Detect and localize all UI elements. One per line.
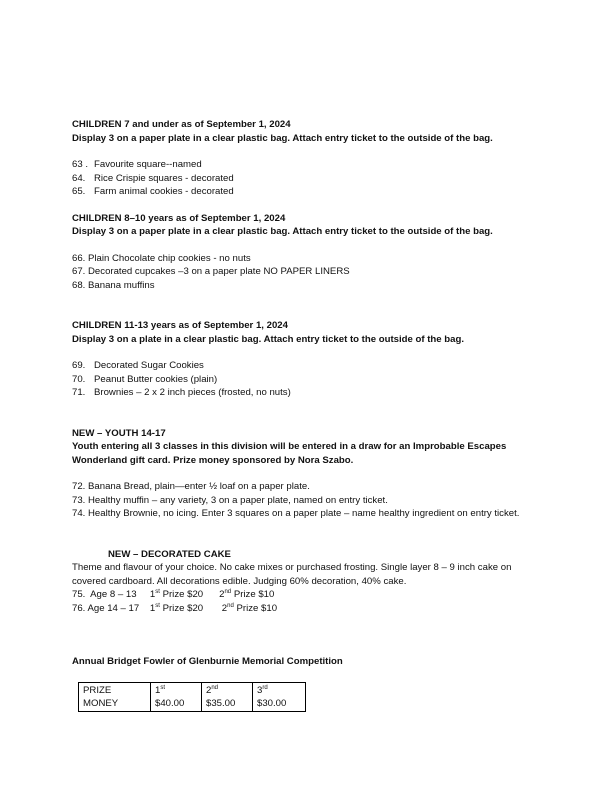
list-item: 65. Farm animal cookies - decorated bbox=[72, 186, 234, 197]
table-cell: 2nd $35.00 bbox=[202, 682, 253, 711]
list-item: 71. Brownies – 2 x 2 inch pieces (frosted, no nuts) bbox=[72, 387, 291, 398]
list-item: 76. Age 14 – 17 1st Prize $20 2nd Prize $10 bbox=[72, 602, 278, 614]
list-item: 75. Age 8 – 13 1st Prize $20 2nd Prize $10 bbox=[72, 588, 275, 600]
list-item: 70. Peanut Butter cookies (plain) bbox=[72, 373, 218, 385]
section-instructions-children-11-13: Display 3 on a plate in a clear plastic bag. Attach entry ticket to the outside of the bag. bbox=[72, 333, 465, 345]
document-page bbox=[72, 118, 542, 712]
section-heading-children-8-10: CHILDREN 8–10 years as of September 1, 2024 bbox=[72, 212, 286, 224]
list-item: 73. Healthy muffin – any variety, 3 on a paper plate, named on entry ticket. bbox=[72, 494, 388, 506]
list-children-7 bbox=[72, 158, 542, 199]
list-item: 63 . Favourite square--named bbox=[72, 159, 202, 170]
section-instructions-children-8-10: Display 3 on a paper plate in a clear plastic bag. Attach entry ticket to the outside of the bag. bbox=[72, 226, 493, 237]
prize-money-table bbox=[78, 682, 306, 712]
section-heading-children-7: CHILDREN 7 and under as of September 1, 2024 bbox=[72, 119, 291, 130]
list-item: 72. Banana Bread, plain—enter ½ loaf on a paper plate. bbox=[72, 481, 310, 492]
table-cell: 1st $40.00 bbox=[151, 682, 202, 711]
list-children-8-10 bbox=[72, 252, 542, 293]
table-row bbox=[79, 682, 306, 711]
list-item: 64. Rice Crispie squares - decorated bbox=[72, 172, 234, 184]
list-item: 74. Healthy Brownie, no icing. Enter 3 squares on a paper plate – name healthy ingredient on entry ticket. bbox=[72, 508, 520, 519]
section-heading-children-11-13: CHILDREN 11-13 years as of September 1, 2024 bbox=[72, 320, 288, 331]
list-item: 68. Banana muffins bbox=[72, 279, 155, 291]
list-item: 69. Decorated Sugar Cookies bbox=[72, 360, 204, 371]
section-instructions-children-7: Display 3 on a paper plate in a clear plastic bag. Attach entry ticket to the outside of the bag. bbox=[72, 132, 493, 144]
list-youth bbox=[72, 480, 542, 521]
section-description-cake: Theme and flavour of your choice. No cake mixes or purchased frosting. Single layer 8 – 9 inch cake on covered cardboard. All decorations edible. Judging 60% decoration, 40% cake. bbox=[72, 562, 512, 587]
table-cell: PRIZE MONEY bbox=[79, 682, 151, 711]
list-cake bbox=[72, 588, 542, 615]
list-item: 66. Plain Chocolate chip cookies - no nuts bbox=[72, 252, 251, 264]
list-children-11-13 bbox=[72, 359, 542, 400]
section-heading-memorial: Annual Bridget Fowler of Glenburnie Memorial Competition bbox=[72, 656, 343, 667]
section-heading-cake: NEW – DECORATED CAKE bbox=[108, 548, 231, 560]
list-item: 67. Decorated cupcakes –3 on a paper plate NO PAPER LINERS bbox=[72, 266, 350, 277]
table-cell: 3rd $30.00 bbox=[253, 682, 306, 711]
section-instructions-youth: Youth entering all 3 classes in this division will be entered in a draw for an Improbable Escapes Wonderland gift card. Prize money sponsored by Nora Szabo. bbox=[72, 441, 507, 466]
section-heading-youth: NEW – YOUTH 14-17 bbox=[72, 427, 166, 439]
